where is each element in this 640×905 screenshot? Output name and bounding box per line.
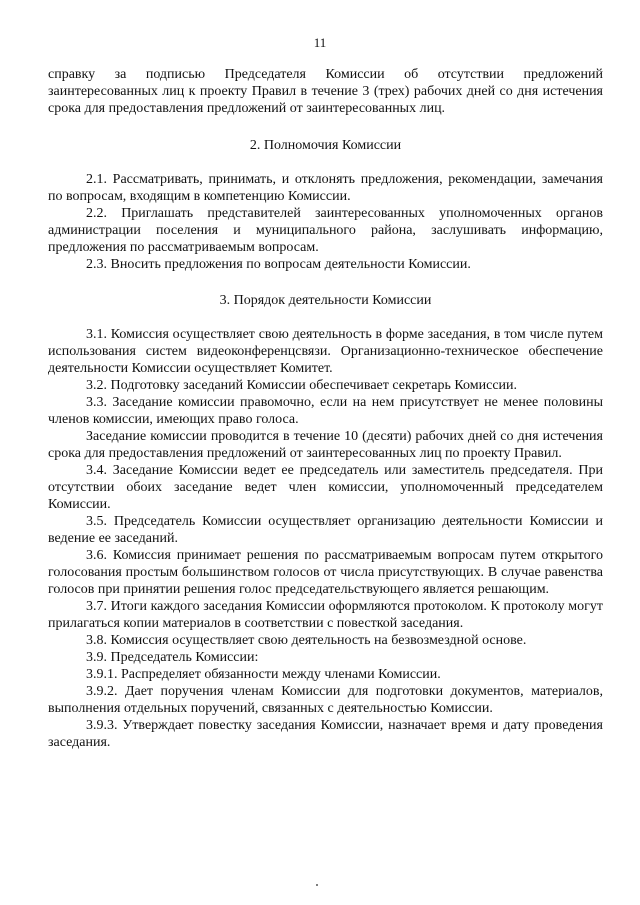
paragraph-3-8: 3.8. Комиссия осуществляет свою деятельность на безвозмездной основе. xyxy=(86,633,527,648)
section-3-title: 3. Порядок деятельности Комиссии xyxy=(219,293,432,308)
paragraph-2-2: 2.2. Приглашать представителей заинтересованных уполномоченных органов администрации поселения и муниципального района, заслушивать информацию, предложения по рассматриваемым вопросам. xyxy=(48,206,603,255)
paragraph-3-9-2: 3.9.2. Дает поручения членам Комиссии для подготовки документов, материалов, выполнения отдельных поручений, связанных с деятельностью Комиссии. xyxy=(48,684,603,716)
scan-speck xyxy=(316,884,318,886)
paragraph-3-3: 3.3. Заседание комиссии правомочно, если на нем присутствует не менее половины членов комиссии, имеющих право голоса. xyxy=(48,395,603,427)
paragraph-3-4: 3.4. Заседание Комиссии ведет ее председатель или заместитель председателя. При отсутствии обоих заседание ведет член комиссии, уполномоченный председателем Комиссии. xyxy=(48,463,603,512)
section-2-body xyxy=(48,171,603,273)
page-number: 11 xyxy=(313,35,327,50)
paragraph-3-3-cont: Заседание комиссии проводится в течение 10 (десяти) рабочих дней со дня истечения срока для предоставления предложений от заинтересованных лиц по проекту Правил. xyxy=(48,429,603,461)
paragraph-3-5: 3.5. Председатель Комиссии осуществляет организацию деятельности Комиссии и ведение ее заседаний. xyxy=(48,514,603,546)
paragraph-2-3: 2.3. Вносить предложения по вопросам деятельности Комиссии. xyxy=(86,257,471,272)
paragraph-3-9: 3.9. Председатель Комиссии: xyxy=(86,650,259,665)
intro-paragraph: справку за подписью Председателя Комиссии об отсутствии предложений заинтересованных лиц к проекту Правил в течение 3 (трех) рабочих дней со дня истечения срока для предоставления предложений от заинтересованных лиц. xyxy=(48,67,603,116)
paragraph-3-2: 3.2. Подготовку заседаний Комиссии обеспечивает секретарь Комиссии. xyxy=(86,378,518,393)
intro-block xyxy=(48,66,603,117)
paragraph-3-9-3: 3.9.3. Утверждает повестку заседания Комиссии, назначает время и дату проведения заседания. xyxy=(48,718,603,750)
paragraph-3-1: 3.1. Комиссия осуществляет свою деятельность в форме заседания, в том числе путем использования систем видеоконференцсвязи. Организационно-техническое обеспечение деятельности Комиссии осуществляет Комитет. xyxy=(48,327,603,376)
paragraph-3-9-1: 3.9.1. Распределяет обязанности между членами Комиссии. xyxy=(86,667,441,682)
section-3-heading-block xyxy=(48,292,603,309)
section-2-title: 2. Полномочия Комиссии xyxy=(249,138,402,153)
paragraph-2-1: 2.1. Рассматривать, принимать, и отклонять предложения, рекомендации, замечания по вопросам, входящим в компетенцию Комиссии. xyxy=(48,172,603,204)
section-2-heading-block xyxy=(48,137,603,154)
section-3-body xyxy=(48,326,603,751)
paragraph-3-7: 3.7. Итоги каждого заседания Комиссии оформляются протоколом. К протоколу могут прилагаться копии материалов в соответствии с повесткой заседания. xyxy=(48,599,603,631)
paragraph-3-6: 3.6. Комиссия принимает решения по рассматриваемым вопросам путем открытого голосования простым большинством голосов от числа присутствующих. В случае равенства голосов при принятии решения голос председательствующего является решающим. xyxy=(48,548,603,597)
